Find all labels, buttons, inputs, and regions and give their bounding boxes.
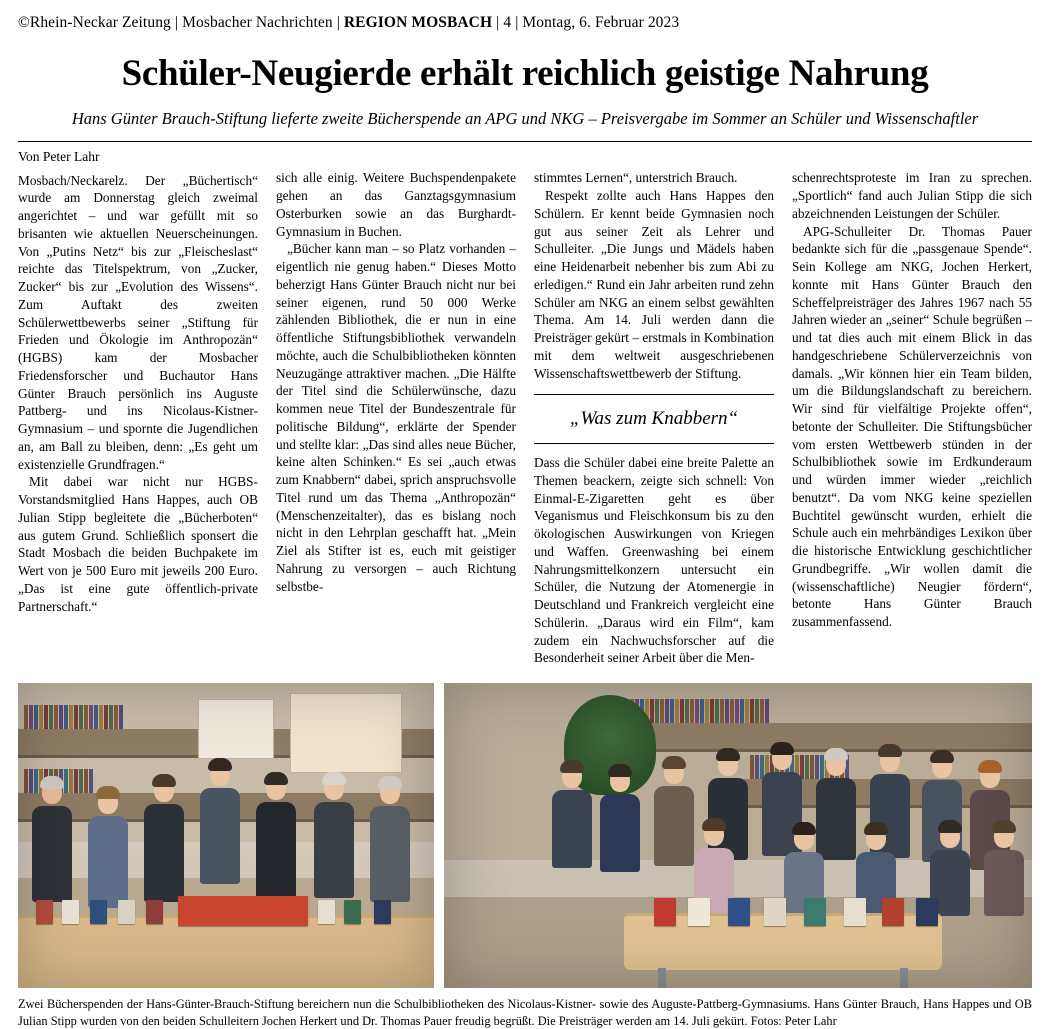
- masthead-section-2: REGION MOSBACH: [343, 14, 493, 31]
- masthead-divider-3: |: [496, 14, 500, 31]
- book: [374, 900, 391, 924]
- masthead-divider-4: |: [515, 14, 519, 31]
- caption-text: Zwei Bücherspenden der Hans-Günter-Brauch-Stiftung bereichern nun die Schulbibliotheken des Nicolaus-Kistner- sowie des Auguste-Pattberg-Gymnasiums. Hans Günter Brauch, Hans Happes und OB Julian Stipp wurden von den beiden Schulleitern Jochen Herkert und Dr. Thomas Pauer freudig begrüßt. Die Preisträger werden am 14. Juli gekürt.: [18, 997, 1032, 1028]
- book: [118, 900, 135, 924]
- book: [688, 898, 710, 926]
- book-table: [18, 915, 434, 988]
- person: [88, 790, 128, 908]
- photo-right-scene: [444, 683, 1032, 988]
- person: [200, 762, 240, 884]
- masthead-section-1: Mosbacher Nachrichten: [182, 14, 333, 31]
- book: [882, 898, 904, 926]
- pull-quote-rule-top: [534, 394, 774, 395]
- table-leg: [900, 968, 908, 988]
- paragraph: stimmtes Lernen“, unterstrich Brauch.: [534, 170, 738, 186]
- pull-quote-text: „Was zum Knabbern“: [569, 408, 739, 430]
- person: [370, 780, 410, 902]
- book: [654, 898, 676, 926]
- paragraph: Mosbach/Neckarelz. Der „Büchertisch“ wurde am Donnerstag gleich zweimal angerichtet – und war gefüllt mit so brisanten wie aktuellen Neuerscheinungen. Von „Putins Netz“ bis zur „Fleischeslast“ reichte das Titelspektrum, von „Zucker, Zucker“ bis zur „Evolution des Wissens“. Zum Auftakt des zweiten Schülerwettbewerbs seiner „Stiftung für Frieden und Ökologie im Anthropozän“ (HGBS) kam der Mosbacher Friedensforscher und Buchautor Hans Günter Brauch persönlich ins Auguste Pattberg- und ins Nicolaus-Kistner-Gymnasium – und spornte die Jugendlichen an, am Ball zu bleiben, denn: „Es geht um existenzielle Grundfragen.“: [18, 172, 258, 472]
- person: [552, 764, 592, 868]
- paragraph: APG-Schulleiter Dr. Thomas Pauer bedankte sich für die „passgenaue Spende“. Sein Kollege am NKG, Jochen Herkert, konnte mit Hans Günter Brauch den Scheffelpreisträger des Jahres 1967 nach 55 Jahren wieder an „seiner“ Schule begrüßen – und tat dies auch mit einem Blick in das handgeschriebene Schülerverzeichnis von damals. „Wir können hier ein Team bilden, um die Bildungslandschaft zu bereichern. Wir sind für vielfältige Projekte offen“, betonte der Schulleiter. Die Stiftungsbücher vom ersten Wettbewerb stünden in der Schulbibliothek sowie im Erdkunderaum und würden immer wieder „reichlich benutzt“. Da vom NKG keine speziellen Buchtitel gewünscht wurden, erhielt die Schule auch ein mehrbändiges Lexikon über die historische Entwicklung geschichtlicher Grundbegriffe. „Wir wollen damit die (wissenschaftliche) Neugier fördern“, betonte Hans Günter Brauch zusammenfassend.: [792, 223, 1032, 630]
- paragraph: sich alle einig. Weitere Buchspendenpakete gehen an das Ganztagsgymnasium Osterburken sowie an das Burghardt-Gymnasium in Buchen.: [276, 170, 516, 239]
- paragraph: Dass die Schüler dabei eine breite Palette an Themen beackern, zeigte sich schnell: Von Einmal-E-Zigaretten geht es über Veganismus und Fleischkonsum bis zu den ökologischen Auswirkungen von Kriegen und Waffen. Greenwashing bei einem Nahrungsmittelkonzern untersucht ein Schüler, die Nutzung der Atomenergie in Deutschland und Frankreich vergleicht eine Schülerin. „Daraus wird ein Film“, kam zudem ein Nachwuchsforscher auf die Besonderheit seiner Arbeit über die Men-: [534, 455, 774, 666]
- article-column-1: [18, 142, 258, 615]
- book: [146, 900, 163, 924]
- book: [728, 898, 750, 926]
- book: [90, 900, 107, 924]
- books-row: [24, 705, 174, 729]
- paragraph: Mit dabei war nicht nur HGBS-Vorstandsmitglied Hans Happes, auch OB Julian Stipp begleitete die „Bücherboten“ aus gutem Grund. Schließlich sponsert die Stadt Mosbach die beiden Buchpakete im Wert von je 500 Euro mit jeweils 200 Euro. „Das ist eine gute öffentlich-private Partnerschaft.“: [18, 474, 258, 614]
- book: [844, 898, 866, 926]
- pull-quote-block: [534, 394, 774, 444]
- caption-credit: Fotos: Peter Lahr: [750, 1013, 837, 1028]
- article-columns: [18, 142, 1032, 667]
- books-row: [630, 699, 870, 723]
- article-column-2: [276, 142, 516, 595]
- wall-poster: [198, 699, 274, 759]
- person: [600, 768, 640, 872]
- book: [344, 900, 361, 924]
- masthead-copyright: ©Rhein-Neckar Zeitung: [18, 14, 171, 31]
- book-stack: [178, 896, 308, 926]
- book: [62, 900, 79, 924]
- paragraph: „Bücher kann man – so Platz vorhanden – eigentlich nie genug haben.“ Dieses Motto beherzigt Hans Günter Brauch nicht nur bei seiner eigenen, rund 50 000 Werke zählenden Bibliothek, die er nun in eine öffentliche Stiftungsbibliothek verwandeln möchte, auch die Schulbibliotheken könnten Neuzugänge attraktiver machen. „Die Hälfte der Titel sind die Schülerwünsche, dazu kommen neue Titel der Bundeszentrale für politische Bildung“, erklärte der Spender und stellte klar: „Das sind alles neue Bücher, keine alten Schinken.“ Es sei „auch etwas zum Knabbern“ dabei, sprich anspruchsvolle Titel rund um das Thema „Anthropozän“ (Menschenzeitalter), das es bislang noch nicht in den Lehrplan geschafft hat. „Mein Ziel als Stifter ist es, euch mit geistiger Nahrung zu versorgen – auch Richtung selbstbe-: [276, 241, 516, 594]
- paragraph: Respekt zollte auch Hans Happes den Schülern. Er kennt beide Gymnasien noch gut aus seiner Zeit als Lehrer und Schulleiter. „Die Jungs und Mädels haben eine Heidenarbeit nebenher bis zum Abi zu erledigen.“ Rund ein Jahr arbeiten rund zehn Schüler am NKG an einem selbst gewählten Thema. Am 14. Juli werden dann die Preisträger gekürt – erstmals in Kombination mit dem weltweit ausgeschriebenen Wissenschaftswettbewerb der Stiftung.: [534, 188, 774, 381]
- photo-caption: [18, 996, 1032, 1029]
- page-title: Schüler-Neugierde erhält reichlich geistige Nahrung: [121, 53, 929, 94]
- masthead: [0, 0, 1050, 32]
- person: [984, 824, 1024, 916]
- masthead-divider-1: |: [174, 14, 179, 31]
- book: [804, 898, 826, 926]
- byline: Von Peter Lahr: [18, 149, 100, 165]
- article-column-3: [534, 142, 774, 667]
- person: [314, 776, 354, 898]
- book: [36, 900, 53, 924]
- book: [318, 900, 335, 924]
- person: [654, 760, 694, 866]
- bookshelf-row: [624, 723, 1032, 752]
- book: [916, 898, 938, 926]
- photo-left-scene: [18, 683, 434, 988]
- table-leg: [658, 968, 666, 988]
- masthead-page-number: 4: [503, 14, 512, 31]
- article-column-4: [792, 142, 1032, 631]
- photo-row: [18, 683, 1032, 988]
- person: [32, 780, 72, 902]
- photo-right: [444, 683, 1032, 988]
- book: [764, 898, 786, 926]
- subheadline: Hans Günter Brauch-Stiftung lieferte zweite Bücherspende an APG und NKG – Preisvergabe im Sommer an Schüler und Wissenschaftler: [71, 108, 979, 128]
- pull-quote-rule-bottom: [534, 443, 774, 444]
- person: [256, 776, 296, 902]
- photo-left: [18, 683, 434, 988]
- paragraph: schenrechtsproteste im Iran zu sprechen. „Sportlich“ fand auch Julian Stipp die sich abzeichnenden Leistungen der Schüler.: [792, 170, 1032, 221]
- wall-poster: [290, 693, 402, 773]
- person: [144, 778, 184, 902]
- masthead-date: Montag, 6. Februar 2023: [522, 14, 680, 31]
- masthead-divider-2: |: [336, 14, 340, 31]
